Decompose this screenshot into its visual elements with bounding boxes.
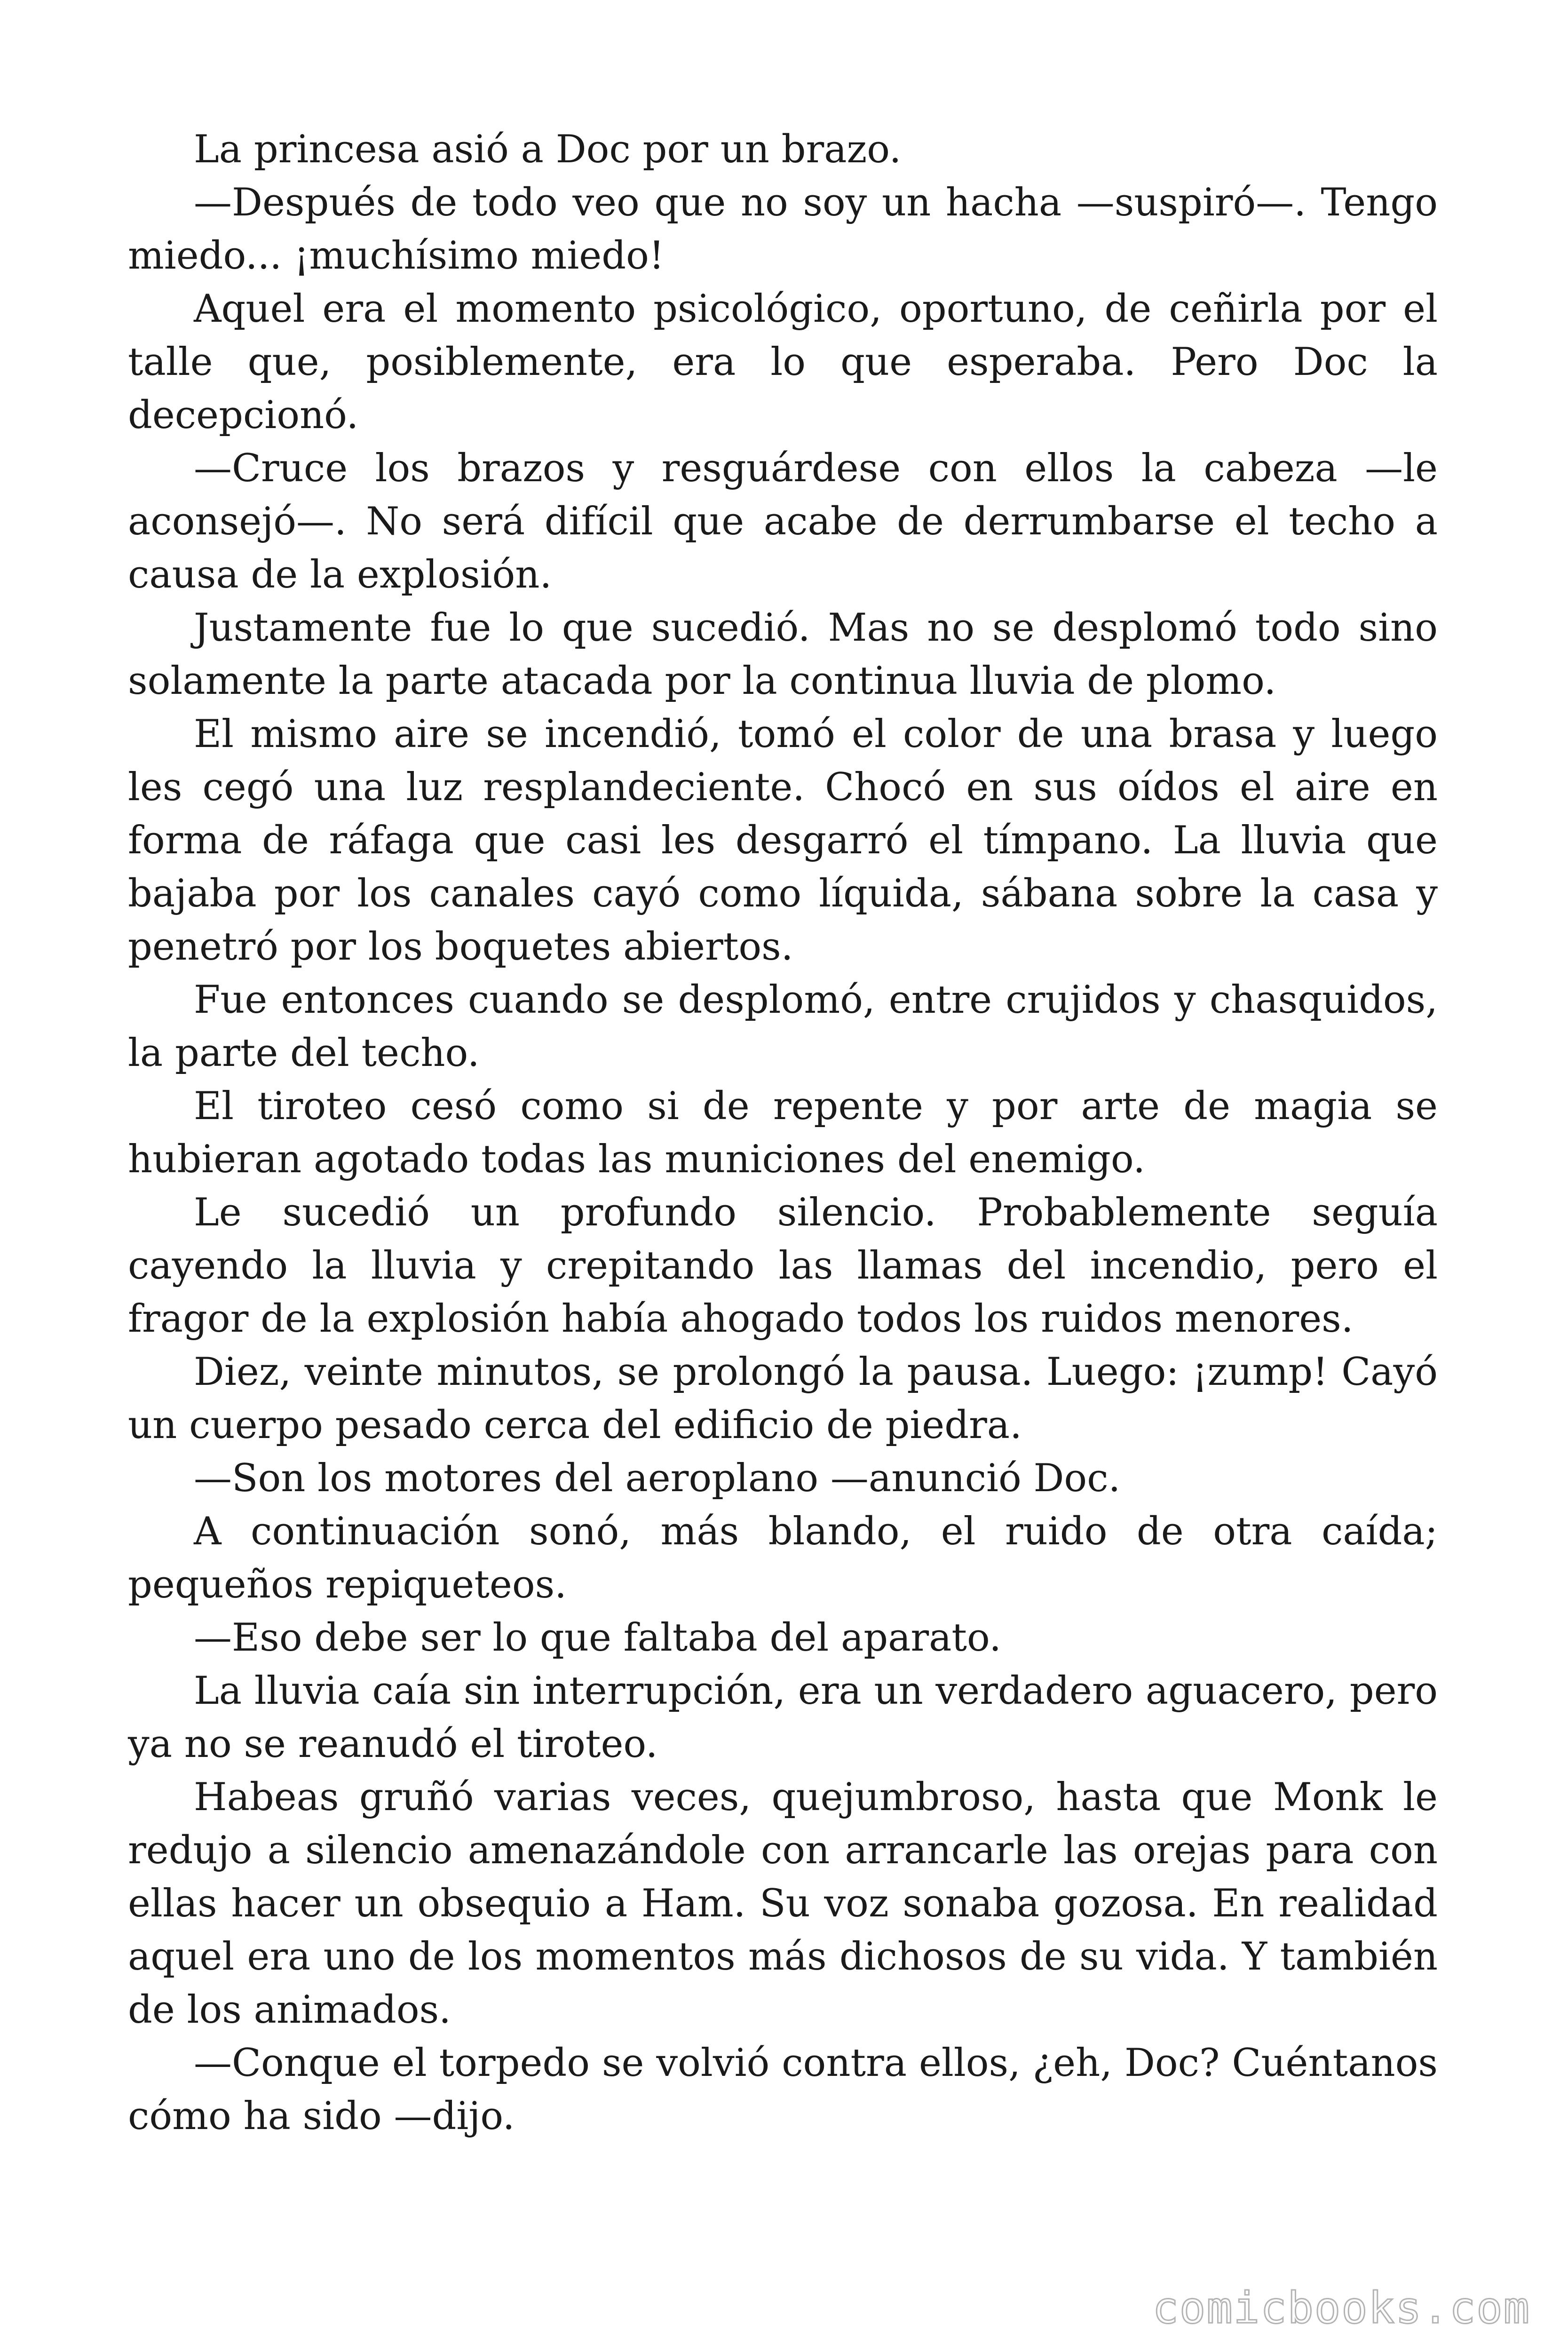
watermark: comicbooks.com [1152, 2283, 1530, 2333]
paragraph: El mismo aire se incendió, tomó el color de una brasa y luego les cegó una luz resplandeciente. Chocó en sus oídos el aire en forma de ráfaga que casi les desgarró el tímpano. La lluvia que bajaba por los canales cayó como líquida, sábana sobre la casa y penetró por los boquetes abiertos. [128, 712, 1438, 969]
paragraph: —Eso debe ser lo que faltaba del aparato. [194, 1616, 1002, 1660]
paragraph: El tiroteo cesó como si de repente y por arte de magia se hubieran agotado todas las municiones del enemigo. [128, 1084, 1438, 1182]
paragraph: —Son los motores del aeroplano —anunció Doc. [194, 1456, 1121, 1501]
paragraph: La lluvia caía sin interrupción, era un verdadero aguacero, pero ya no se reanudó el tiroteo. [128, 1669, 1438, 1766]
paragraph: Le sucedió un profundo silencio. Probablemente seguía cayendo la lluvia y crepitando las llamas del incendio, pero el fragor de la explosión había ahogado todos los ruidos menores. [128, 1191, 1438, 1341]
paragraph: A continuación sonó, más blando, el ruido de otra caída; pequeños repiqueteos. [128, 1510, 1438, 1607]
paragraph: Fue entonces cuando se desplomó, entre crujidos y chasquidos, la parte del techo. [128, 978, 1438, 1075]
paragraph: Habeas gruñó varias veces, quejumbroso, hasta que Monk le redujo a silencio amenazándole con arrancarle las orejas para con ellas hacer un obsequio a Ham. Su voz sonaba gozosa. En realidad aquel era uno de los momentos más dichosos de su vida. Y también de los animados. [128, 1775, 1438, 2032]
paragraph: Diez, veinte minutos, se prolongó la pausa. Luego: ¡zump! Cayó un cuerpo pesado cerca del edificio de piedra. [128, 1350, 1438, 1447]
body-text [128, 123, 1438, 2143]
paragraph: —Después de todo veo que no soy un hacha —suspiró—. Tengo miedo... ¡muchísimo miedo! [128, 181, 1438, 278]
paragraph: La princesa asió a Doc por un brazo. [194, 127, 902, 172]
paragraph: —Conque el torpedo se volvió contra ellos, ¿eh, Doc? Cuéntanos cómo ha sido —dijo. [128, 2041, 1438, 2138]
paragraph: —Cruce los brazos y resguárdese con ellos la cabeza —le aconsejó—. No será difícil que acabe de derrumbarse el techo a causa de la explosión. [128, 446, 1438, 597]
paragraph: Justamente fue lo que sucedió. Mas no se desplomó todo sino solamente la parte atacada por la continua lluvia de plomo. [128, 606, 1438, 703]
paragraph: Aquel era el momento psicológico, oportuno, de ceñirla por el talle que, posiblemente, era lo que esperaba. Pero Doc la decepcionó. [128, 287, 1438, 437]
